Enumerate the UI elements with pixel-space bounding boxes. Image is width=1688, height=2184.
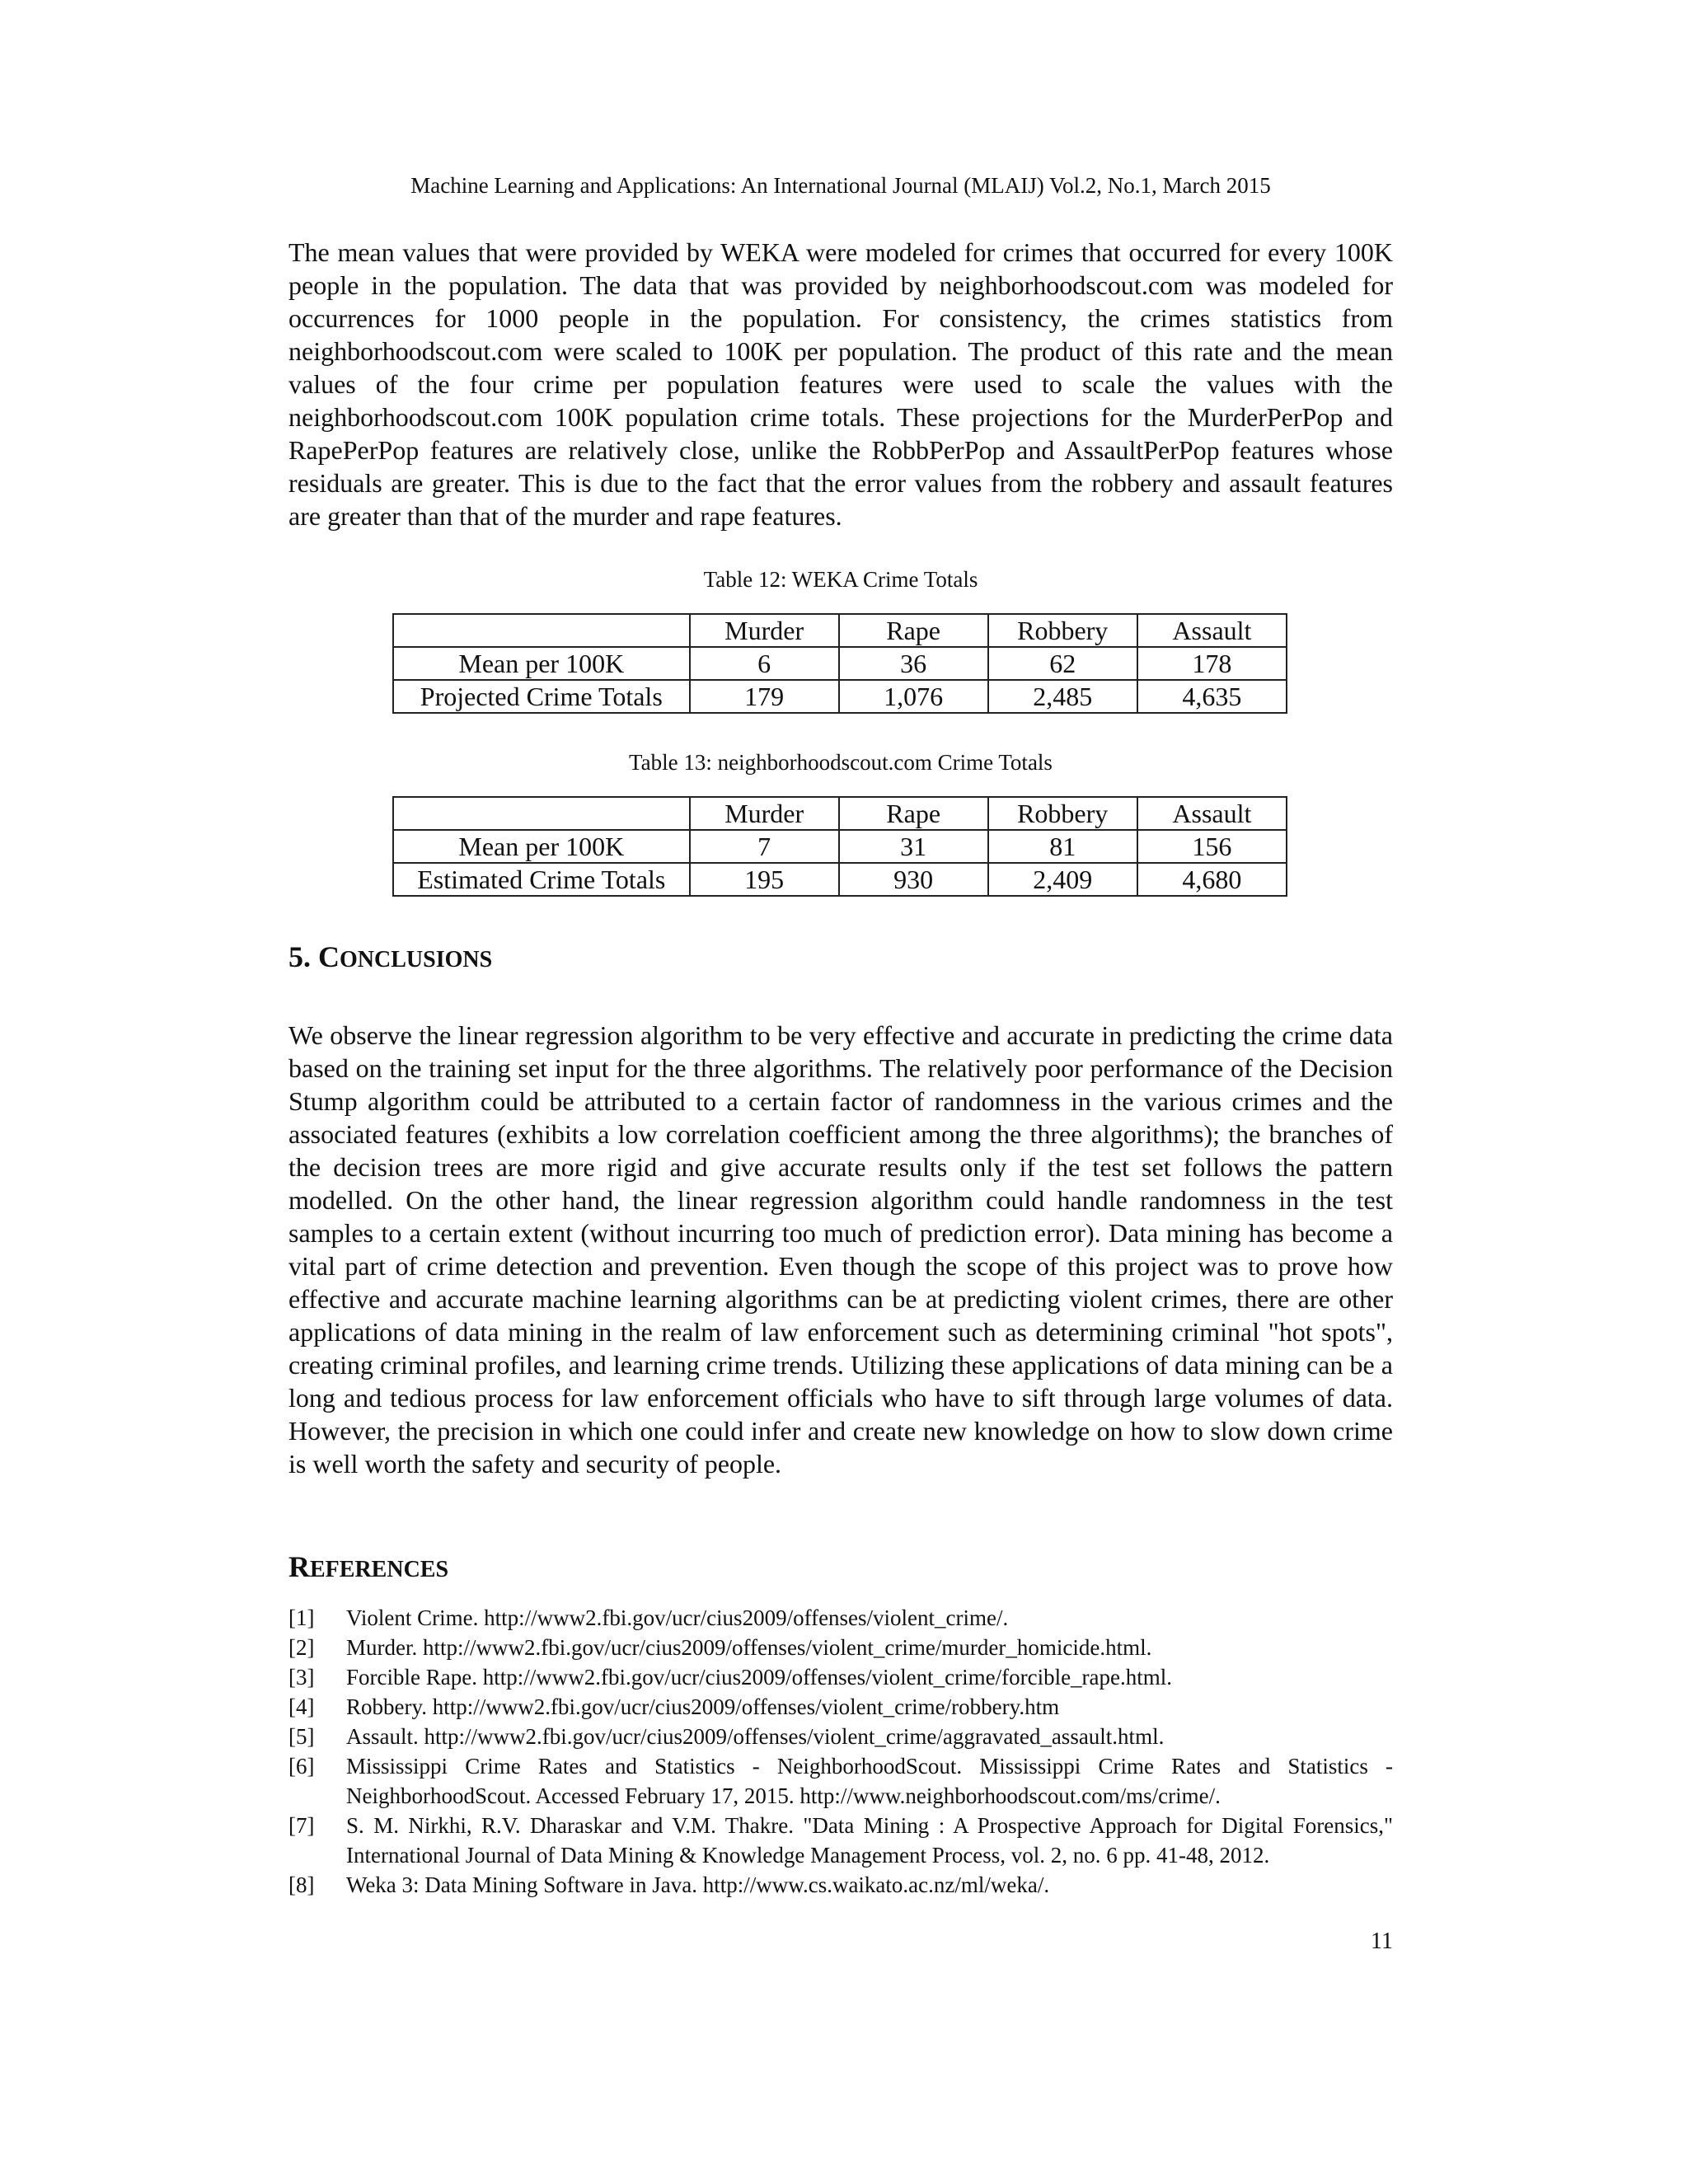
reference-text: Forcible Rape. http://www2.fbi.gov/ucr/cius2009/offenses/violent_crime/forcible_rape.html. [346, 1665, 1173, 1690]
column-header: Rape [839, 614, 988, 647]
row-label: Projected Crime Totals [393, 680, 690, 713]
table-cell: 81 [988, 830, 1137, 863]
column-header: Robbery [988, 797, 1137, 830]
reference-item [288, 1692, 1393, 1722]
reference-text: S. M. Nirkhi, R.V. Dharaskar and V.M. Thakre. "Data Mining : A Prospective Approach for Digital Forensics," International Journal of Data Mining & Knowledge Management Process, vol. 2, no. 6 pp. 41-48, 2012. [346, 1813, 1393, 1868]
column-header: Murder [690, 797, 839, 830]
reference-text: Mississippi Crime Rates and Statistics - NeighborhoodScout. Mississippi Crime Rates and Statistics - NeighborhoodScout. Accessed February 17, 2015. http://www.neighborhoodscout.com/ms/crime/. [346, 1754, 1393, 1808]
reference-text: Violent Crime. http://www2.fbi.gov/ucr/cius2009/offenses/violent_crime/. [346, 1605, 1009, 1630]
row-label: Estimated Crime Totals [393, 863, 690, 896]
reference-number: [4] [288, 1694, 315, 1719]
table-cell: 62 [988, 647, 1137, 680]
section-number: 5. [288, 940, 311, 973]
reference-number: [7] [288, 1813, 315, 1838]
table13-caption: Table 13: neighborhoodscout.com Crime Totals [629, 750, 1053, 775]
reference-item [288, 1811, 1393, 1870]
reference-text: Assault. http://www2.fbi.gov/ucr/cius2009/offenses/violent_crime/aggravated_assault.html. [346, 1724, 1165, 1749]
references-heading [288, 1549, 448, 1584]
heading-initial: R [288, 1550, 310, 1583]
table-cell: 31 [839, 830, 988, 863]
column-header: Murder [690, 614, 839, 647]
reference-item [288, 1633, 1393, 1662]
table-corner-cell [393, 797, 690, 830]
table12-caption: Table 12: WEKA Crime Totals [703, 567, 978, 592]
column-header: Assault [1137, 614, 1287, 647]
table12 [392, 613, 1287, 714]
reference-item [288, 1603, 1393, 1633]
table-cell: 2,485 [988, 680, 1137, 713]
conclusions-heading [288, 940, 492, 974]
table-cell: 1,076 [839, 680, 988, 713]
table-corner-cell [393, 614, 690, 647]
reference-number: [8] [288, 1872, 315, 1897]
heading-rest: EFERENCES [310, 1557, 449, 1582]
table-cell: 2,409 [988, 863, 1137, 896]
table-cell: 195 [690, 863, 839, 896]
reference-item [288, 1662, 1393, 1692]
intro-paragraph: The mean values that were provided by WEKA were modeled for crimes that occurred for every 100K people in the population. The data that was provided by neighborhoodscout.com was modeled for occurrences for 1000 people in the population. For consistency, the crimes statistics from neighborhoodscout.com were scaled to 100K per population. The product of this rate and the mean values of the four crime per population features were used to scale the values with the neighborhoodscout.com 100K population crime totals. These projections for the MurderPerPop and RapePerPop features are relatively close, unlike the RobbPerPop and AssaultPerPop features whose residuals are greater. This is due to the fact that the error values from the robbery and assault features are greater than that of the murder and rape features. [288, 237, 1393, 531]
page-number: 11 [1371, 1929, 1393, 1954]
table-header-row [393, 614, 1287, 647]
reference-text: Murder. http://www2.fbi.gov/ucr/cius2009/offenses/violent_crime/murder_homicide.html. [346, 1635, 1152, 1660]
reference-item [288, 1722, 1393, 1751]
table-cell: 179 [690, 680, 839, 713]
running-header: Machine Learning and Applications: An International Journal (MLAIJ) Vol.2, No.1, March 2015 [410, 173, 1271, 198]
table-cell: 930 [839, 863, 988, 896]
column-header: Robbery [988, 614, 1137, 647]
table-cell: 156 [1137, 830, 1287, 863]
reference-number: [3] [288, 1665, 315, 1690]
table-cell: 4,680 [1137, 863, 1287, 896]
table-row [393, 647, 1287, 680]
reference-list [288, 1603, 1393, 1900]
row-label: Mean per 100K [393, 830, 690, 863]
column-header: Rape [839, 797, 988, 830]
table-cell: 6 [690, 647, 839, 680]
heading-initial: C [318, 940, 340, 973]
reference-number: [1] [288, 1605, 315, 1630]
table-header-row [393, 797, 1287, 830]
reference-number: [2] [288, 1635, 315, 1660]
table-cell: 178 [1137, 647, 1287, 680]
reference-item [288, 1870, 1393, 1900]
reference-item [288, 1751, 1393, 1811]
column-header: Assault [1137, 797, 1287, 830]
table-row [393, 863, 1287, 896]
table13 [392, 796, 1287, 897]
table-row [393, 830, 1287, 863]
row-label: Mean per 100K [393, 647, 690, 680]
reference-number: [6] [288, 1754, 315, 1779]
table-row [393, 680, 1287, 713]
heading-rest: ONCLUSIONS [340, 947, 493, 972]
table-cell: 4,635 [1137, 680, 1287, 713]
reference-number: [5] [288, 1724, 315, 1749]
table-cell: 7 [690, 830, 839, 863]
reference-text: Robbery. http://www2.fbi.gov/ucr/cius2009/offenses/violent_crime/robbery.htm [346, 1694, 1060, 1719]
table-cell: 36 [839, 647, 988, 680]
reference-text: Weka 3: Data Mining Software in Java. http://www.cs.waikato.ac.nz/ml/weka/. [346, 1872, 1050, 1897]
conclusions-paragraph: We observe the linear regression algorithm to be very effective and accurate in predicting the crime data based on the training set input for the three algorithms. The relatively poor performance of the Decision Stump algorithm could be attributed to a certain factor of randomness in the various crimes and the associated features (exhibits a low correlation coefficient among the three algorithms); the branches of the decision trees are more rigid and give accurate results only if the test set follows the pattern modelled. On the other hand, the linear regression algorithm could handle randomness in the test samples to a certain extent (without incurring too much of prediction error). Data mining has become a vital part of crime detection and prevention. Even though the scope of this project was to prove how effective and accurate machine learning algorithms can be at predicting violent crimes, there are other applications of data mining in the realm of law enforcement such as determining criminal "hot spots", creating criminal profiles, and learning crime trends. Utilizing these applications of data mining can be a long and tedious process for law enforcement officials who have to sift through large volumes of data. However, the precision in which one could infer and create new knowledge on how to slow down crime is well worth the safety and security of people. [288, 1020, 1393, 1479]
